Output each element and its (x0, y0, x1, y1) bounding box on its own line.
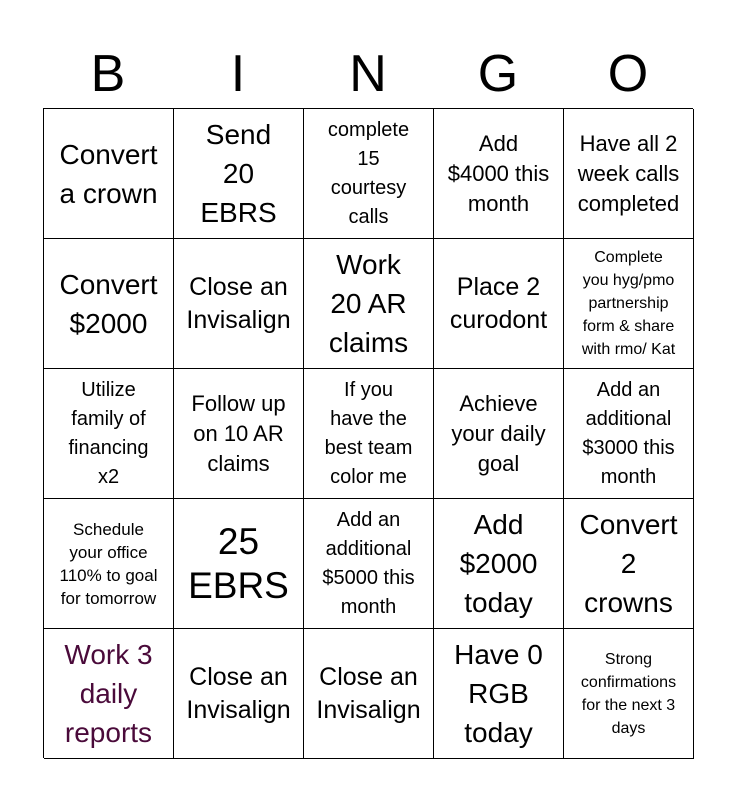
bingo-header (43, 40, 693, 108)
bingo-cell[interactable] (564, 239, 694, 369)
cell-text: Convert 2 crowns (579, 509, 678, 618)
cell-text: Utilize family of financing x2 (68, 378, 149, 488)
cell-text: Work 3 daily reports (64, 639, 153, 748)
bingo-cell[interactable] (174, 369, 304, 499)
cell-text: Add an additional $5000 this month (322, 508, 415, 618)
bingo-cell[interactable] (174, 629, 304, 759)
cell-text: Close an Invisalign (316, 662, 421, 724)
cell-text: Have all 2 week calls completed (577, 130, 680, 216)
cell-text: Close an Invisalign (186, 272, 291, 334)
cell-text: Work 20 AR claims (328, 249, 409, 358)
cell-text: Send 20 EBRS (200, 119, 277, 228)
bingo-cell[interactable] (44, 499, 174, 629)
bingo-cell[interactable] (434, 369, 564, 499)
bingo-cell[interactable] (44, 239, 174, 369)
header-letter-o: O (607, 45, 649, 103)
cell-text: Add an additional $3000 this month (582, 378, 675, 488)
cell-text: If you have the best team color me (324, 378, 413, 488)
bingo-cell[interactable] (434, 629, 564, 759)
bingo-cell[interactable] (44, 369, 174, 499)
bingo-cell[interactable] (304, 499, 434, 629)
bingo-cell[interactable] (434, 239, 564, 369)
bingo-cell[interactable] (304, 629, 434, 759)
bingo-cell[interactable] (44, 629, 174, 759)
bingo-cell[interactable] (564, 369, 694, 499)
bingo-cell[interactable] (174, 109, 304, 239)
cell-text: Follow up on 10 AR claims (191, 390, 286, 476)
header-letter-i: I (230, 45, 246, 103)
cell-text: 25 EBRS (188, 520, 289, 606)
bingo-cell[interactable] (434, 499, 564, 629)
bingo-cell[interactable] (304, 369, 434, 499)
cell-text: Achieve your daily goal (451, 390, 546, 476)
bingo-cell[interactable] (174, 499, 304, 629)
cell-text: Close an Invisalign (186, 662, 291, 724)
bingo-cell[interactable] (304, 239, 434, 369)
header-letter-g: G (477, 45, 519, 103)
bingo-cell[interactable] (174, 239, 304, 369)
header-letter-b: B (90, 45, 126, 103)
cell-text: Add $4000 this month (447, 130, 550, 216)
bingo-cell[interactable] (304, 109, 434, 239)
cell-text: Schedule your office 110% to goal for tomorrow (59, 519, 158, 608)
cell-text: Have 0 RGB today (454, 639, 543, 748)
bingo-cell[interactable] (564, 109, 694, 239)
bingo-card-grid (43, 108, 693, 758)
cell-text: Convert $2000 (59, 268, 158, 339)
cell-text: Convert a crown (59, 138, 158, 209)
cell-text: Strong confirmations for the next 3 days (580, 650, 677, 737)
bingo-cell[interactable] (564, 499, 694, 629)
bingo-cell[interactable] (44, 109, 174, 239)
bingo-cell[interactable] (564, 629, 694, 759)
bingo-cell[interactable] (434, 109, 564, 239)
cell-text: complete 15 courtesy calls (327, 118, 410, 228)
cell-text: Complete you hyg/pmo partnership form & share with rmo/ Kat (581, 249, 676, 358)
header-letter-n: N (349, 45, 387, 103)
cell-text: Add $2000 today (459, 509, 538, 618)
cell-text: Place 2 curodont (449, 272, 548, 334)
